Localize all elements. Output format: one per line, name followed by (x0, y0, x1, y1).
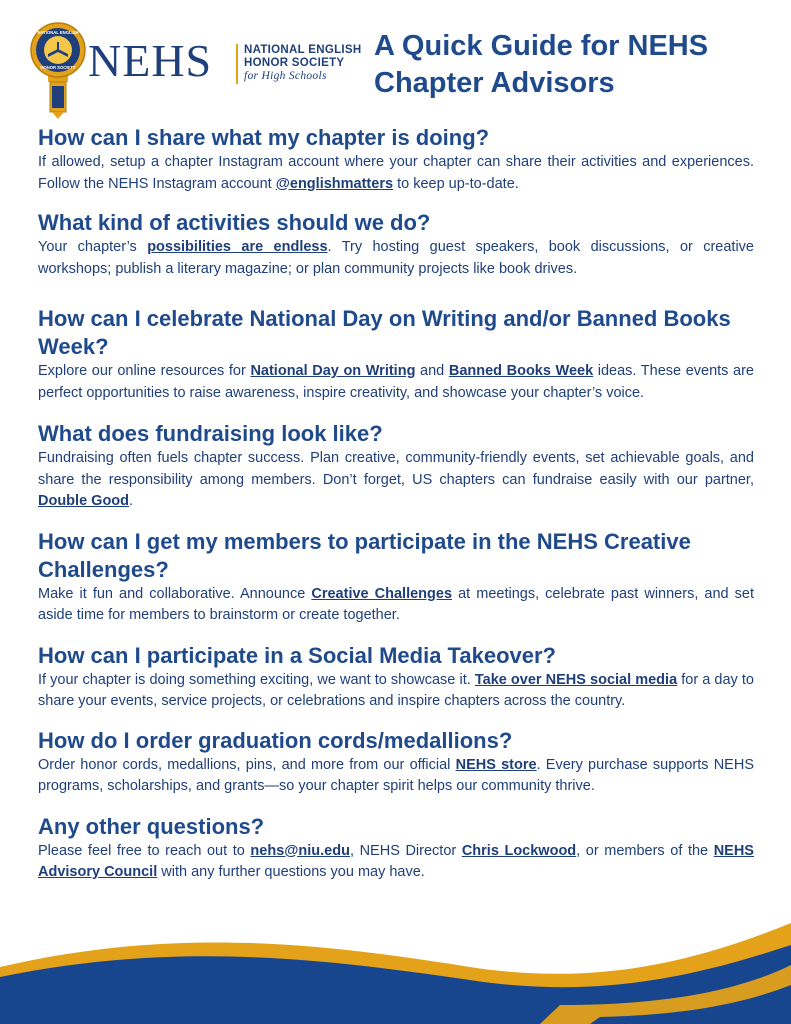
body-text: Make it fun and collaborative. Announce (38, 585, 312, 602)
national-day-on-writing-link[interactable]: National Day on Writing (250, 363, 416, 379)
faq-body (38, 841, 754, 884)
body-text: . Every purchase supports NEHS programs, scholarships, and grants—so your chapter spirit helps our community thrive. (38, 756, 754, 794)
double-good-link[interactable]: Double Good (38, 493, 130, 509)
body-text: If allowed, setup a chapter Instagram account where your chapter can share their activities and experiences. Follow the NEHS Instagram account (38, 154, 754, 192)
body-text: ideas. These events are perfect opportunities to raise awareness, inspire creativity, and showcase your chapter’s voice. (38, 363, 754, 401)
faq-content (38, 124, 754, 884)
body-text: Your chapter’s (38, 239, 148, 255)
body-text: Fundraising often fuels chapter success. Plan creative, community-friendly events, set achievable goals, and share the responsibility among members. Don’t forget, US chapters can fundraise easily with our partner, (38, 450, 754, 488)
logo-subtitle (244, 44, 361, 83)
advisory-council-link[interactable]: NEHS Advisory Council (38, 842, 754, 880)
faq-heading: Any other questions? (38, 813, 265, 839)
faq-body (38, 670, 754, 713)
body-text: If your chapter is doing something exciting, we want to showcase it. (38, 671, 475, 688)
banned-books-week-link[interactable]: Banned Books Week (448, 363, 594, 379)
faq-heading: What does fundraising look like? (38, 421, 383, 446)
nehs-seal-logo (30, 20, 86, 120)
logo-line-2: HONOR SOCIETY (244, 57, 345, 69)
logo-wordmark: NEHS (88, 35, 213, 86)
possibilities-link[interactable]: possibilities are endless (147, 239, 328, 255)
body-text: with any further questions you may have. (157, 864, 425, 880)
svg-text:HONOR SOCIETY: HONOR SOCIETY (40, 65, 76, 70)
director-link[interactable]: Chris Lockwood (461, 842, 577, 859)
faq-section-takeover (38, 642, 754, 713)
logo-line-1: NATIONAL ENGLISH (244, 44, 362, 56)
faq-heading: How do I order graduation cords/medallions? (38, 727, 513, 753)
body-text: Order honor cords, medallions, pins, and more from our official (38, 756, 456, 773)
creative-challenges-link[interactable]: Creative Challenges (311, 585, 453, 602)
faq-section-fundraising (38, 420, 754, 513)
body-text: Please feel free to reach out to (38, 842, 251, 859)
social-media-takeover-link[interactable]: Take over NEHS social media (474, 671, 678, 688)
faq-body (38, 448, 754, 513)
instagram-link[interactable]: @englishmatters (275, 175, 394, 192)
body-text: for a day to share your events, service projects, or celebrations and inspire chapters across the country. (38, 671, 754, 709)
faq-section-cords (38, 727, 754, 798)
faq-heading: How can I celebrate National Day on Writing and/or Banned Books Week? (38, 306, 731, 359)
body-text: . Try hosting guest speakers, book discussions, or creative workshops; publish a literary magazine; or plan community projects like book drives. (38, 239, 754, 277)
faq-body (38, 237, 754, 280)
body-text: to keep up-to-date. (393, 175, 519, 192)
email-link[interactable]: nehs@niu.edu (250, 842, 350, 859)
faq-section-share (38, 124, 754, 195)
page-header (0, 0, 791, 120)
page-title: A Quick Guide for NEHS Chapter Advisors (374, 30, 709, 99)
faq-body (38, 361, 754, 404)
faq-section-challenges (38, 528, 754, 627)
nehs-store-link[interactable]: NEHS store (455, 756, 537, 773)
body-text: at meetings, celebrate past winners, and set aside time for members to brainstorm or create together. (38, 585, 754, 623)
faq-section-activities (38, 209, 754, 280)
faq-heading: How can I get my members to participate in the NEHS Creative Challenges? (38, 528, 691, 582)
footer-wave-decoration (0, 905, 791, 1024)
body-text: and (415, 363, 449, 379)
faq-heading: What kind of activities should we do? (38, 210, 431, 235)
faq-body (38, 584, 754, 627)
body-text: Explore our online resources for (38, 363, 251, 379)
svg-text:NATIONAL ENGLISH: NATIONAL ENGLISH (37, 30, 79, 35)
logo-divider (236, 44, 238, 84)
body-text: . (129, 493, 134, 509)
faq-body (38, 152, 754, 195)
faq-heading: How can I share what my chapter is doing? (38, 125, 490, 150)
faq-heading: How can I participate in a Social Media Takeover? (38, 642, 556, 668)
body-text: , or members of the (576, 842, 714, 859)
faq-body (38, 755, 754, 798)
body-text: , NEHS Director (349, 842, 462, 859)
logo-line-3: for High Schools (244, 70, 327, 82)
faq-section-celebrate (38, 305, 754, 404)
faq-section-questions (38, 813, 754, 884)
